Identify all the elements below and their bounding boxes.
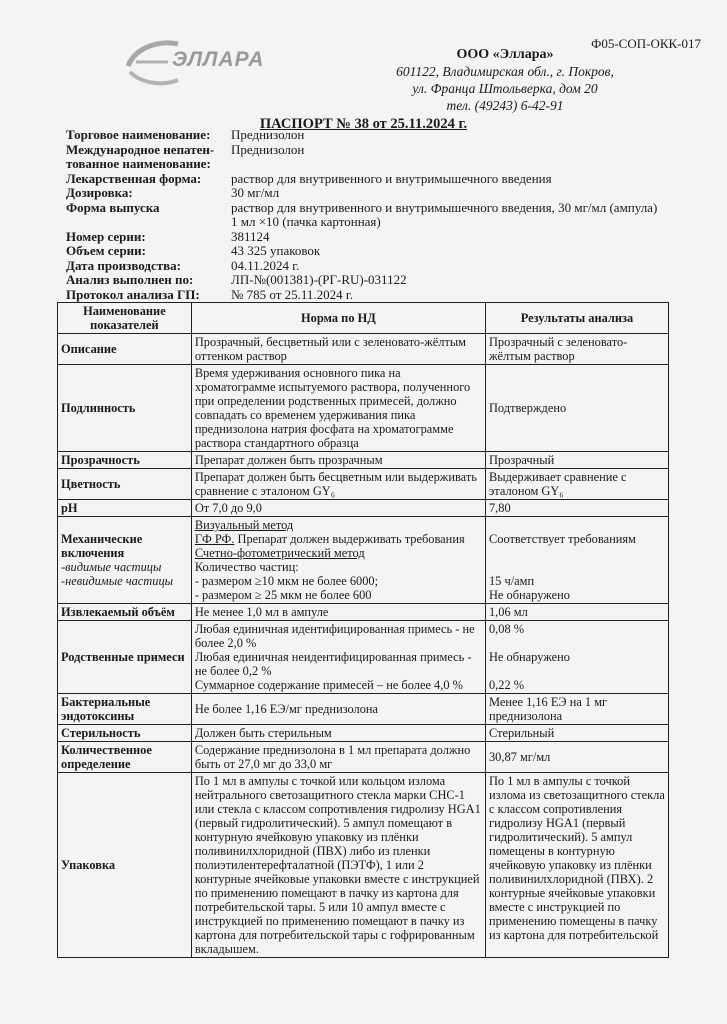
gf-text: Препарат должен выдерживать требования xyxy=(234,532,465,546)
info-row xyxy=(66,273,691,288)
info-row xyxy=(66,172,691,187)
table-header-row xyxy=(58,303,669,334)
table-row xyxy=(58,694,669,725)
company-block xyxy=(360,46,650,114)
info-label: Объем серии: xyxy=(66,243,146,258)
info-label: Лекарственная форма: xyxy=(66,170,202,186)
row-norm: Время удерживания основного пика на хроматограмме испытуемого раствора, полученного при определении родственных примесей, должно совпадать со временем удерживания пика преднизолона натрия фосфата на хроматограмме раствора стандартного образца xyxy=(191,365,485,452)
table-row-impurities xyxy=(58,621,669,694)
info-value: 43 325 упаковок xyxy=(231,243,321,258)
row-name: Прозрачность xyxy=(58,452,192,469)
table-row xyxy=(58,365,669,452)
gf-requirement xyxy=(195,532,482,546)
table-row xyxy=(58,604,669,621)
row-name: Цветность xyxy=(58,469,192,500)
info-row xyxy=(66,143,691,158)
row-norm: Не более 1,16 ЕЭ/мг преднизолона xyxy=(191,694,485,725)
table-row xyxy=(58,773,669,958)
row-name xyxy=(58,517,192,604)
row-name: Извлекаемый объём xyxy=(58,604,192,621)
info-value: Преднизолон xyxy=(231,141,305,157)
row-result: Стерильный xyxy=(485,725,668,742)
impurity-res-2: Не обнаружено xyxy=(488,650,570,664)
mech-sub-invisible: -невидимые частицы xyxy=(61,574,174,588)
info-row xyxy=(66,201,691,216)
info-row xyxy=(66,157,691,172)
info-value: 1 мл ×10 (пачка картонная) xyxy=(231,214,381,229)
row-name: Стерильность xyxy=(58,725,192,742)
impurity-norm-3: Суммарное содержание примесей – не более 4,0 % xyxy=(194,678,463,692)
table-row-mechanical xyxy=(58,517,669,604)
row-norm: От 7,0 до 9,0 xyxy=(191,500,485,517)
table-row xyxy=(58,725,669,742)
row-norm: По 1 мл в ампулы с точкой или кольцом излома нейтрального светозащитного стекла марки СНС-1 или стекла с классом сопротивления гидролизу HGA1 (первый гидролитический). 5 ампул помещают в контурную ячейковую упаковку из плёнки поливинилхлоридной (ПВХ) либо из пленки полиэтилентерефталатной (ПЭТФ), 1 или 2 контурные ячейковые упаковки вместе с инструкцией по применению помещают в пачку из картона для потребительской тары. 5 или 10 ампул вместе с инструкцией по применению помещают в пачку из картона для потребительской тары с гофрированным вкладышем. xyxy=(191,773,485,958)
res-visible: Соответствует требованиям xyxy=(488,532,636,546)
info-value: раствор для внутривенного и внутримышечного введения xyxy=(231,170,552,186)
info-value: 381124 xyxy=(231,228,270,244)
analysis-table xyxy=(57,302,669,958)
particle-count: Количество частиц: xyxy=(194,560,299,574)
impurity-norm-2: Любая единичная неидентифицированная примесь - не более 0,2 % xyxy=(194,650,472,678)
res-25: Не обнаружено xyxy=(488,588,570,602)
info-value: № 785 от 25.11.2024 г. xyxy=(231,286,354,302)
info-row xyxy=(66,244,691,259)
info-value: Преднизолон xyxy=(231,127,305,142)
row-norm: Препарат должен быть бесцветным или выдерживать сравнение с эталоном GY₆ xyxy=(191,469,485,500)
impurity-norm-1: Любая единичная идентифицированная примесь - не более 2,0 % xyxy=(194,622,475,650)
row-norm xyxy=(191,517,485,604)
mech-name: Механические включения xyxy=(61,532,143,560)
info-row xyxy=(66,215,691,230)
row-norm: Прозрачный, бесцветный или с зеленовато-жёлтым оттенком раствор xyxy=(191,334,485,365)
row-name: pH xyxy=(58,500,192,517)
res-10: 15 ч/амп xyxy=(488,574,535,588)
row-norm xyxy=(191,621,485,694)
info-label: Протокол анализа ГП: xyxy=(66,286,200,302)
product-info xyxy=(66,128,691,302)
row-name: Родственные примеси xyxy=(58,621,192,694)
info-value: ЛП-№(001381)-(РГ-RU)-031122 xyxy=(231,272,407,287)
company-phone: тел. (49243) 6-42-91 xyxy=(446,98,564,113)
info-value: 04.11.2024 г. xyxy=(231,257,300,273)
logo-text: ЭЛЛАРА xyxy=(172,48,265,71)
row-norm: Содержание преднизолона в 1 мл препарата должно быть от 27,0 мг до 33,0 мг xyxy=(191,742,485,773)
info-label: Торговое наименование: xyxy=(66,127,211,142)
company-address-1: 601122, Владимирская обл., г. Покров, xyxy=(396,64,614,79)
info-row xyxy=(66,186,691,201)
impurity-res-1: 0,08 % xyxy=(488,622,525,636)
info-value xyxy=(231,157,691,172)
info-label: Номер серии: xyxy=(66,228,146,244)
table-row xyxy=(58,500,669,517)
row-result: Прозрачный xyxy=(485,452,668,469)
row-result xyxy=(485,517,668,604)
row-result: 30,87 мг/мл xyxy=(485,742,668,773)
info-value: раствор для внутривенного и внутримышечного введения, 30 мг/мл (ампула) xyxy=(231,199,658,215)
table-row xyxy=(58,334,669,365)
company-address-2: ул. Франца Штольверка, дом 20 xyxy=(412,81,598,96)
row-result: 7,80 xyxy=(485,500,668,517)
row-result: 1,06 мл xyxy=(485,604,668,621)
row-name: Упаковка xyxy=(58,773,192,958)
mech-sub-visible: -видимые частицы xyxy=(61,560,162,574)
info-row xyxy=(66,259,691,274)
info-label: тованное наименование: xyxy=(66,156,211,171)
info-label: Дозировка: xyxy=(66,185,133,200)
row-name: Количественное определение xyxy=(58,742,192,773)
size-10: - размером ≥10 мкм не более 6000; xyxy=(194,574,379,588)
row-name: Подлинность xyxy=(58,365,192,452)
row-result xyxy=(485,621,668,694)
row-norm: Должен быть стерильным xyxy=(191,725,485,742)
size-25: - размером ≥ 25 мкм не более 600 xyxy=(194,588,372,602)
info-label: Форма выпуска xyxy=(66,199,160,215)
photometric-method: Счетно-фотометрический метод xyxy=(194,546,365,560)
row-result: По 1 мл в ампулы с точкой излома из светозащитного стекла с классом сопротивления гидролизу HGA1 (первый гидролитический). 5 ампул помещены в контурную ячейковую упаковку из плёнки поливинилхлоридной (ПВХ). 2 контурные ячейковые упаковки вместе с инструкцией по применению помещены в пачку из картона для потребительской xyxy=(485,773,668,958)
row-result: Прозрачный с зеленовато-жёлтым раствор xyxy=(485,334,668,365)
info-row xyxy=(66,230,691,245)
info-label xyxy=(66,215,231,230)
visual-method: Визуальный метод xyxy=(194,518,294,532)
row-name: Описание xyxy=(58,334,192,365)
row-norm: Препарат должен быть прозрачным xyxy=(191,452,485,469)
document-code: Ф05-СОП-ОКК-017 xyxy=(591,36,701,51)
row-result: Подтверждено xyxy=(485,365,668,452)
table-row xyxy=(58,742,669,773)
impurity-res-3: 0,22 % xyxy=(488,678,525,692)
table-row xyxy=(58,452,669,469)
info-label: Дата производства: xyxy=(66,257,181,273)
info-label: Международное непатен- xyxy=(66,141,215,157)
header-indicator: Наименование показателей xyxy=(58,303,192,334)
table-row xyxy=(58,469,669,500)
company-name: ООО «Эллара» xyxy=(456,47,554,62)
info-row xyxy=(66,288,691,303)
header-result: Результаты анализа xyxy=(485,303,668,334)
document-title: ПАСПОРТ № 38 от 25.11.2024 г. xyxy=(259,116,468,132)
row-norm: Не менее 1,0 мл в ампуле xyxy=(191,604,485,621)
row-name: Бактериальные эндотоксины xyxy=(58,694,192,725)
info-row xyxy=(66,128,691,143)
row-result: Выдерживает сравнение с эталоном GY₆ xyxy=(485,469,668,500)
header-norm: Норма по НД xyxy=(191,303,485,334)
gf-ref: ГФ РФ. xyxy=(194,532,235,546)
info-value: 30 мг/мл xyxy=(231,185,280,200)
info-label: Анализ выполнен по: xyxy=(66,272,194,287)
row-result: Менее 1,16 ЕЭ на 1 мг преднизолона xyxy=(485,694,668,725)
